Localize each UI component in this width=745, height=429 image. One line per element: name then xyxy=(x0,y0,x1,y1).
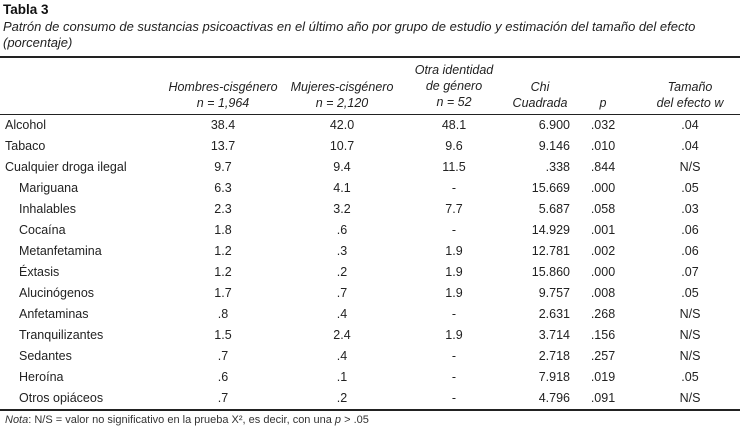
header-effect-2: del efecto w xyxy=(656,96,724,110)
cell-name: Alcohol xyxy=(5,118,46,132)
cell-other: - xyxy=(451,223,457,237)
cell-other: 1.9 xyxy=(445,328,463,342)
table-row xyxy=(0,388,740,409)
header-chi-2: Cuadrada xyxy=(512,96,568,110)
header-men-label: Hombres-cisgénero xyxy=(168,80,278,94)
cell-chi: 6.900 xyxy=(538,118,570,132)
cell-chi: 5.687 xyxy=(538,202,570,216)
cell-men: .8 xyxy=(217,307,229,321)
cell-name: Mariguana xyxy=(19,181,79,195)
header-effect-1: Tamaño xyxy=(667,80,713,94)
cell-chi: 4.796 xyxy=(538,391,570,405)
note-p: p xyxy=(334,414,342,426)
cell-women: 3.2 xyxy=(333,202,351,216)
header-other-label-2: de género xyxy=(425,79,483,93)
header-effect xyxy=(640,79,740,111)
header-women-n: n = 2,120 xyxy=(315,96,369,110)
table-label: Tabla 3 xyxy=(3,2,49,17)
cell-chi: 9.146 xyxy=(538,139,570,153)
cell-name: Tranquilizantes xyxy=(19,328,104,342)
cell-women: .1 xyxy=(336,370,348,384)
table-row xyxy=(0,304,740,325)
header-other-label-1: Otra identidad xyxy=(414,63,494,77)
cell-men: 38.4 xyxy=(210,118,236,132)
cell-name: Metanfetamina xyxy=(19,244,102,258)
cell-women: .4 xyxy=(336,349,348,363)
header-other-n: n = 52 xyxy=(436,95,472,109)
header-chi xyxy=(505,79,575,111)
table-caption: Patrón de consumo de sustancias psicoactivas en el último año por grupo de estudio y estimación del tamaño del efecto (porcentaje) xyxy=(3,19,696,50)
cell-other: 9.6 xyxy=(445,139,463,153)
cell-other: - xyxy=(451,349,457,363)
table-row xyxy=(0,283,740,304)
cell-p: .001 xyxy=(590,223,616,237)
table-row xyxy=(0,367,740,388)
cell-men: 1.7 xyxy=(214,286,232,300)
cell-chi: 2.718 xyxy=(538,349,570,363)
header-women-label: Mujeres-cisgénero xyxy=(290,80,394,94)
cell-chi: .338 xyxy=(545,160,570,174)
cell-women: 2.4 xyxy=(333,328,351,342)
cell-women: 10.7 xyxy=(329,139,355,153)
cell-w: N/S xyxy=(679,328,701,342)
cell-name: Cualquier droga ilegal xyxy=(5,160,127,174)
cell-chi: 12.781 xyxy=(531,244,570,258)
cell-name: Anfetaminas xyxy=(19,307,89,321)
cell-w: N/S xyxy=(679,391,701,405)
table-row xyxy=(0,157,740,178)
note-text-b: > .05 xyxy=(341,414,369,426)
table-row xyxy=(0,241,740,262)
cell-p: .257 xyxy=(590,349,616,363)
cell-p: .156 xyxy=(590,328,616,342)
note-text-a: : N/S = valor no significativo en la prueba X², es decir, con una xyxy=(28,414,335,426)
table-row xyxy=(0,178,740,199)
cell-p: .058 xyxy=(590,202,616,216)
cell-p: .000 xyxy=(590,181,616,195)
cell-other: - xyxy=(451,370,457,384)
cell-w: .06 xyxy=(681,223,699,237)
cell-women: 42.0 xyxy=(329,118,355,132)
cell-women: .2 xyxy=(336,391,348,405)
cell-chi: 7.918 xyxy=(538,370,570,384)
cell-name: Heroína xyxy=(19,370,64,384)
bottom-rule xyxy=(0,409,740,411)
cell-w: N/S xyxy=(679,160,701,174)
header-women xyxy=(284,79,400,111)
cell-men: .7 xyxy=(217,391,229,405)
header-other xyxy=(408,62,500,110)
cell-men: 13.7 xyxy=(210,139,236,153)
cell-other: 1.9 xyxy=(445,286,463,300)
cell-men: 1.2 xyxy=(214,244,232,258)
cell-men: 1.8 xyxy=(214,223,232,237)
cell-men: .6 xyxy=(217,370,229,384)
cell-w: N/S xyxy=(679,307,701,321)
cell-name: Éxtasis xyxy=(19,265,60,279)
cell-chi: 15.669 xyxy=(531,181,570,195)
cell-w: N/S xyxy=(679,349,701,363)
cell-men: 2.3 xyxy=(214,202,232,216)
header-men-n: n = 1,964 xyxy=(196,96,250,110)
cell-w: .05 xyxy=(681,181,699,195)
cell-w: .04 xyxy=(681,118,699,132)
table-row xyxy=(0,325,740,346)
cell-other: 48.1 xyxy=(441,118,467,132)
cell-chi: 9.757 xyxy=(538,286,570,300)
cell-p: .268 xyxy=(590,307,616,321)
cell-other: - xyxy=(451,181,457,195)
header-p xyxy=(578,95,628,111)
cell-name: Otros opiáceos xyxy=(19,391,104,405)
cell-p: .091 xyxy=(590,391,616,405)
cell-w: .05 xyxy=(681,370,699,384)
cell-men: .7 xyxy=(217,349,229,363)
cell-other: 7.7 xyxy=(445,202,463,216)
cell-women: 4.1 xyxy=(333,181,351,195)
cell-other: 1.9 xyxy=(445,244,463,258)
cell-women: .2 xyxy=(336,265,348,279)
header-men xyxy=(166,79,280,111)
cell-w: .05 xyxy=(681,286,699,300)
cell-chi: 3.714 xyxy=(538,328,570,342)
cell-other: - xyxy=(451,307,457,321)
cell-men: 6.3 xyxy=(214,181,232,195)
cell-w: .06 xyxy=(681,244,699,258)
cell-chi: 15.860 xyxy=(531,265,570,279)
cell-women: .3 xyxy=(336,244,348,258)
cell-women: 9.4 xyxy=(333,160,351,174)
cell-w: .04 xyxy=(681,139,699,153)
cell-w: .03 xyxy=(681,202,699,216)
table-row xyxy=(0,346,740,367)
cell-women: .7 xyxy=(336,286,348,300)
note-prefix: Nota xyxy=(5,414,29,426)
cell-men: 1.5 xyxy=(214,328,232,342)
cell-chi: 2.631 xyxy=(538,307,570,321)
cell-other: 11.5 xyxy=(442,160,466,174)
table-row xyxy=(0,199,740,220)
cell-chi: 14.929 xyxy=(531,223,570,237)
cell-name: Cocaína xyxy=(19,223,66,237)
table-note xyxy=(5,414,369,426)
cell-p: .019 xyxy=(590,370,616,384)
cell-women: .4 xyxy=(336,307,348,321)
cell-p: .002 xyxy=(590,244,616,258)
cell-other: 1.9 xyxy=(445,265,463,279)
top-rule xyxy=(0,56,740,58)
header-p-label: p xyxy=(599,96,607,110)
table-row xyxy=(0,115,740,136)
table-row xyxy=(0,220,740,241)
cell-p: .008 xyxy=(590,286,616,300)
cell-p: .844 xyxy=(590,160,616,174)
header-chi-1: Chi xyxy=(530,80,550,94)
cell-name: Alucinógenos xyxy=(19,286,95,300)
cell-men: 9.7 xyxy=(214,160,232,174)
cell-men: 1.2 xyxy=(214,265,232,279)
cell-other: - xyxy=(451,391,457,405)
cell-women: .6 xyxy=(336,223,348,237)
cell-p: .010 xyxy=(590,139,616,153)
table-row xyxy=(0,136,740,157)
cell-name: Tabaco xyxy=(5,139,46,153)
cell-p: .000 xyxy=(590,265,616,279)
cell-w: .07 xyxy=(681,265,699,279)
table-row xyxy=(0,262,740,283)
cell-name: Sedantes xyxy=(19,349,72,363)
cell-name: Inhalables xyxy=(19,202,76,216)
cell-p: .032 xyxy=(590,118,616,132)
